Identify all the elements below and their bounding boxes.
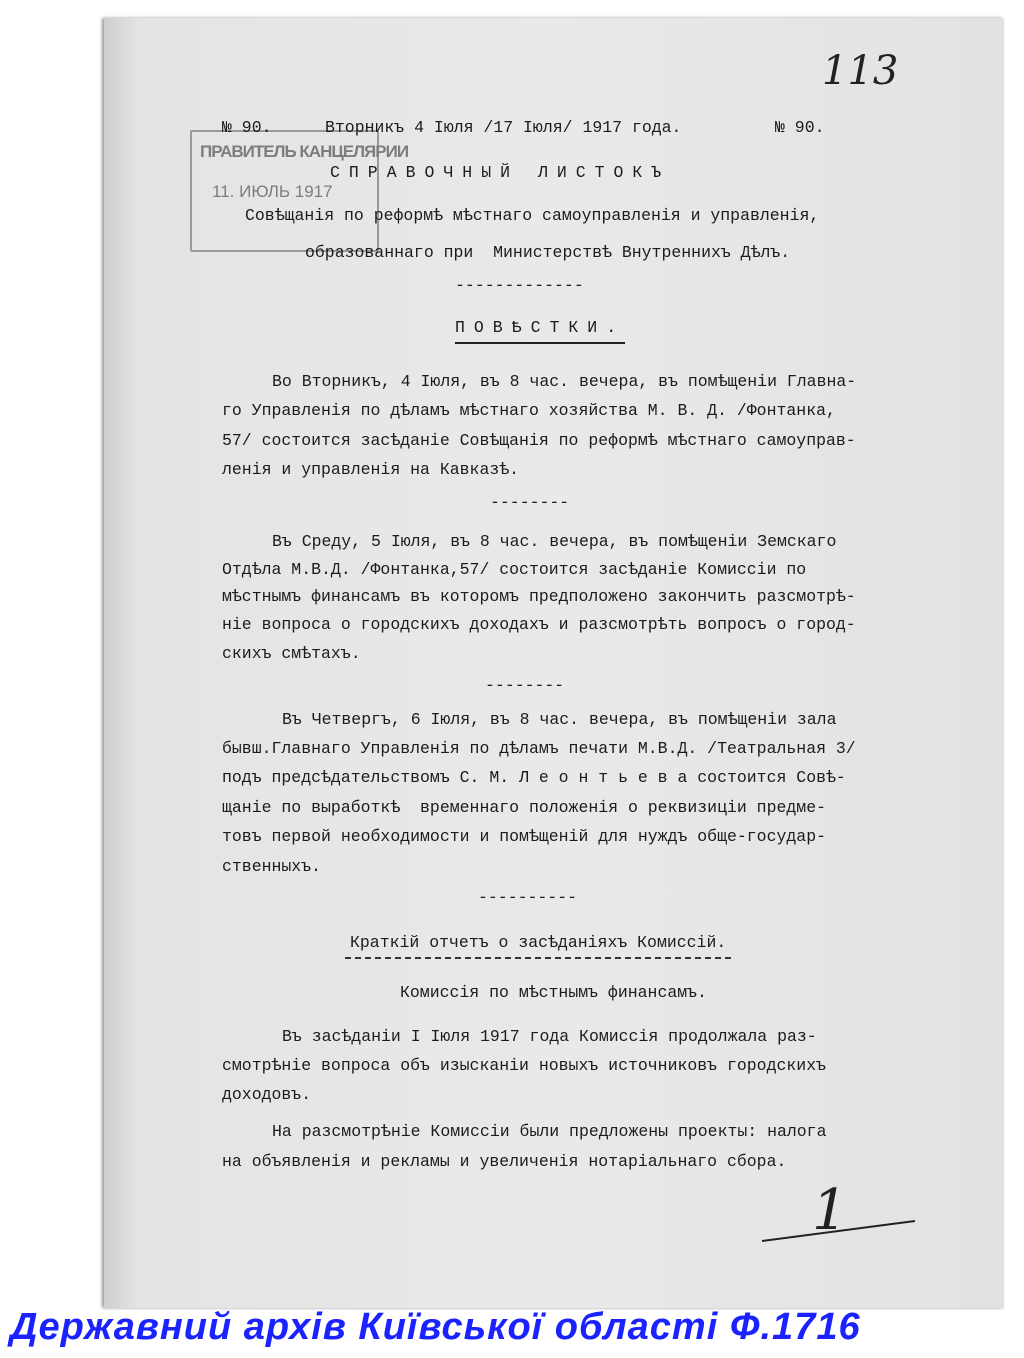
archive-watermark: Державний архів Київської області Ф.1716 [10, 1306, 861, 1348]
text-line: бывш.Главнаго Управленія по дѣламъ печати М.В.Д. /Театральная 3/ [222, 739, 856, 758]
handwritten-page-number: 113 [822, 48, 899, 94]
office-stamp [190, 130, 409, 252]
handwritten-mark: 1 [812, 1178, 848, 1243]
subtitle-line: образованнаго при Министерствѣ Внутреннихъ Дѣлъ. [305, 243, 791, 262]
text-line: щаніе по выработкѣ временнаго положенія о реквизиціи предме- [222, 798, 826, 817]
text-line: ственныхъ. [222, 857, 322, 876]
text-line: мѣстнымъ финансамъ въ которомъ предположено закончить разсмотрѣ- [222, 587, 856, 606]
text-line: Отдѣла М.В.Д. /Фонтанка,57/ состоится засѣданіе Комиссіи по [222, 560, 807, 579]
commission-title: Комиссія по мѣстнымъ финансамъ. [400, 983, 707, 1002]
text-line: Въ засѣданіи I Іюля 1917 года Комиссія продолжала раз- [282, 1027, 817, 1046]
text-line: 57/ состоится засѣданіе Совѣщанія по реформѣ мѣстнаго самоуправ- [222, 431, 856, 450]
doc-number-right: № 90. [775, 118, 825, 137]
text-line: смотрѣніе вопроса объ изысканіи новыхъ источниковъ городскихъ [222, 1056, 826, 1075]
doc-date: Вторникъ 4 Іюля /17 Іюля/ 1917 года. [325, 118, 682, 137]
text-line: Въ Среду, 5 Іюля, въ 8 час. вечера, въ помѣщеніи Земскаго [272, 532, 837, 551]
report-title: Краткій отчетъ о засѣданіяхъ Комиссій. [345, 933, 731, 959]
text-line: скихъ смѣтахъ. [222, 644, 361, 663]
stamp-date: 11. ИЮЛЬ 1917 [212, 182, 333, 201]
text-line: Въ Четвергъ, 6 Іюля, въ 8 час. вечера, въ помѣщеніи зала [282, 710, 837, 729]
separator: -------- [490, 493, 570, 512]
stamp-line-1: ПРАВИТЕЛЬ КАНЦЕЛЯРИИ [200, 142, 409, 161]
handwritten-stroke [760, 1215, 920, 1245]
separator: ------------- [455, 276, 584, 295]
text-line: на объявленія и рекламы и увеличенія нотаріальнаго сбора. [222, 1152, 787, 1171]
separator: -------- [485, 676, 565, 695]
text-line: подъ предсѣдательствомъ С. М. Л е о н т ь е в а состоится Совѣ- [222, 768, 846, 787]
doc-title: СПРАВОЧНЫЙ ЛИСТОКЪ [330, 163, 671, 182]
text-line: ніе вопроса о городскихъ доходахъ и разсмотрѣть вопросъ о город- [222, 615, 856, 634]
doc-number-left: № 90. [222, 118, 272, 137]
text-line: доходовъ. [222, 1085, 312, 1104]
subtitle-line: Совѣщанія по реформѣ мѣстнаго самоуправленія и управленія, [245, 206, 820, 225]
text-line: товъ первой необходимости и помѣщеній для нуждъ обще-государ- [222, 827, 826, 846]
section-title: ПОВѢСТКИ. [455, 318, 625, 344]
text-line: го Управленія по дѣламъ мѣстнаго хозяйства М. В. Д. /Фонтанка, [222, 401, 836, 420]
text-line: ленія и управленія на Кавказѣ. [222, 460, 520, 479]
text-line: Во Вторникъ, 4 Іюля, въ 8 час. вечера, въ помѣщеніи Главна- [272, 372, 857, 391]
text-line: На разсмотрѣніе Комиссіи были предложены проекты: налога [272, 1122, 827, 1141]
separator: ---------- [478, 888, 578, 907]
